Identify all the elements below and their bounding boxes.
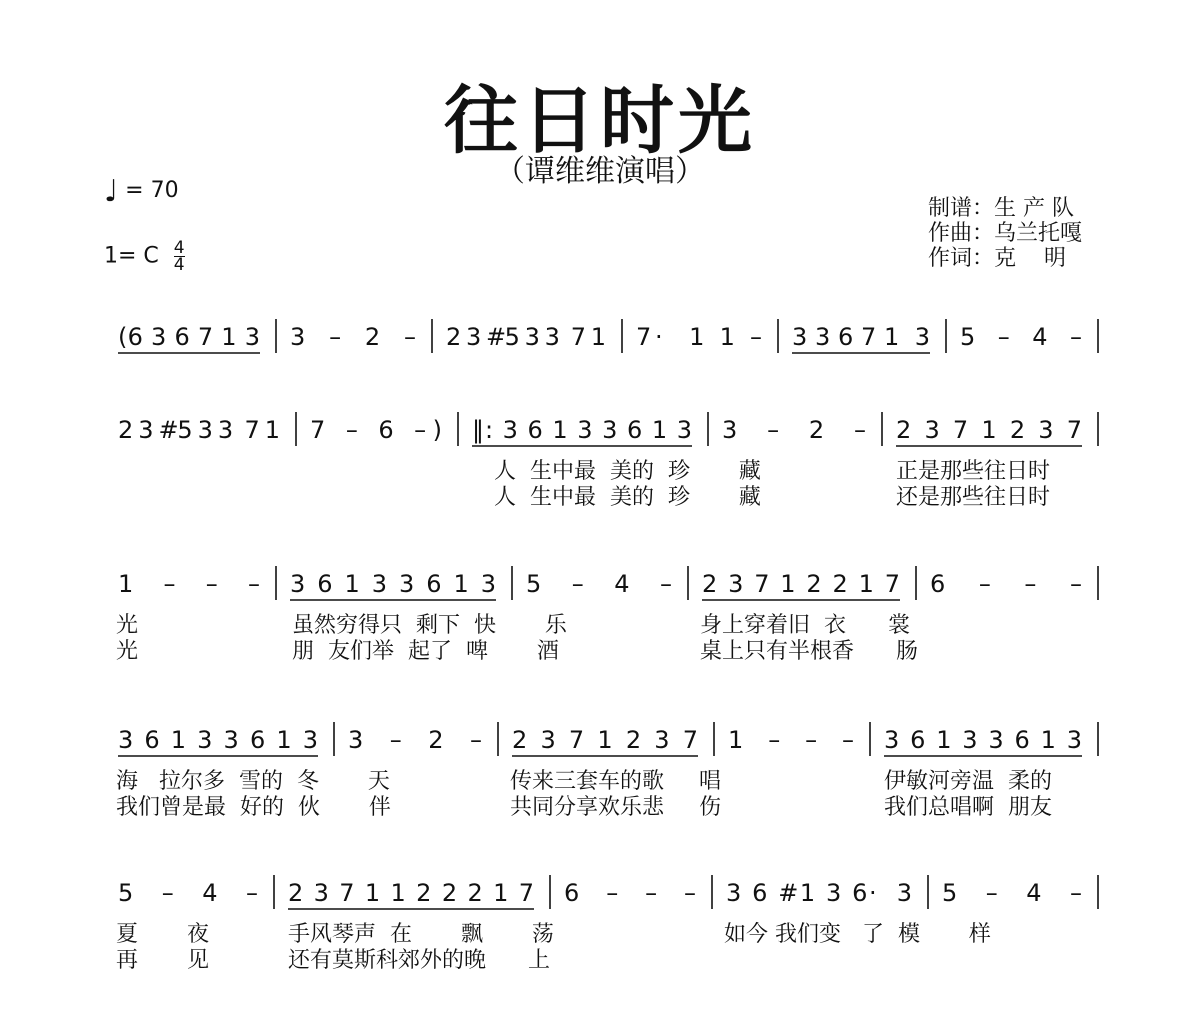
lyric-line-1: 人 生中最 美的 珍 藏 [494, 459, 761, 484]
measure-notes: (6 3 6 7 1 3 [118, 323, 260, 351]
measure-notes: 2 3 #5 3 3 7 1 [446, 323, 606, 351]
measure-notes: 1 – – – [728, 726, 854, 754]
song-subtitle: （谭维维演唱） [495, 154, 705, 189]
measure-notes: 6 – – – [564, 879, 696, 907]
lyric-line-2: 桌上只有半根香 肠 [700, 639, 918, 664]
measure-notes: 2 3 7 1 2 3 7 [896, 416, 1082, 444]
measure-notes: 3 – 2 – [722, 416, 866, 444]
lyric-line-2: 人 生中最 美的 珍 藏 [494, 485, 761, 510]
lyric-line-2: 还是那些往日时 [896, 485, 1051, 510]
lyric-line-1: 海 拉尔多 雪的 冬 天 [116, 769, 390, 794]
measure-notes: 6 – – – [930, 570, 1082, 598]
lyric-line-2: 再 见 [116, 948, 209, 973]
measure-notes: 3 6 1 3 3 6 1 3 [290, 570, 496, 598]
measure-notes: 1 – – – [118, 570, 260, 598]
measure-notes: 2 3 7 1 1 2 2 2 1 7 [288, 879, 534, 907]
lyric-line-1: 手风琴声 在 飘 荡 [288, 922, 554, 947]
lyric-line-2: 朋 友们举 起了 啤 酒 [292, 639, 559, 664]
lyric-line-1: 传来三套车的歌 唱 [510, 769, 721, 794]
measure-notes: 5 – 4 – [942, 879, 1082, 907]
lyric-line-1: 如今 我们变 了 模 样 [724, 922, 991, 947]
lyric-line-1: 伊敏河旁温 柔的 [884, 769, 1052, 794]
quarter-note-icon: ♩ [104, 174, 119, 209]
measure-notes: ‖: 3 6 1 3 3 6 1 3 [472, 416, 692, 444]
key-text: 1= C [104, 243, 159, 269]
measure-notes: 3 – 2 – [290, 323, 416, 351]
measure-notes: 2 3 #5 3 3 7 1 [118, 416, 280, 444]
measure-notes: 3 6 1 3 3 6 1 3 [884, 726, 1082, 754]
lyric-line-1: 正是那些往日时 [896, 459, 1051, 484]
time-signature-bottom: 4 [173, 255, 185, 275]
lyric-line-2: 光 [116, 639, 139, 664]
lyric-line-1: 夏 夜 [116, 922, 209, 947]
measure-notes: 3 3 6 7 1 3 [792, 323, 930, 351]
measure-notes: 3 6 1 3 3 6 1 3 [118, 726, 318, 754]
song-title: 往日时光 [444, 78, 756, 164]
credit-lyricist: 作词：克 明 [928, 246, 1066, 271]
measure-notes: 2 3 7 1 2 2 1 7 [702, 570, 900, 598]
credit-composer: 作曲：乌兰托嘎 [928, 221, 1083, 246]
measure-notes: 5 – 4 – [960, 323, 1082, 351]
credit-arranger: 制谱：生 产 队 [928, 196, 1074, 221]
measure-notes: 3 6 #1 3 6· 3 [726, 879, 912, 907]
lyric-line-1: 光 [116, 613, 139, 638]
lyric-line-2: 我们曾是最 好的 伙 伴 [116, 795, 391, 820]
measure-notes: 2 3 7 1 2 3 7 [512, 726, 698, 754]
measure-notes: 5 – 4 – [118, 879, 258, 907]
measure-notes: 7· 1 1 – [636, 323, 762, 351]
measure-notes: 7 – 6 –) [310, 416, 442, 444]
lyric-line-2: 我们总唱啊 朋友 [884, 795, 1052, 820]
tempo-value: = 70 [125, 178, 179, 203]
measure-notes: 5 – 4 – [526, 570, 672, 598]
lyric-line-2: 还有莫斯科郊外的晚 上 [288, 948, 550, 973]
lyric-line-1: 身上穿着旧 衣 裳 [700, 613, 910, 638]
time-signature-top: 4 [173, 238, 185, 258]
lyric-line-1: 虽然穷得只 剩下 快 乐 [292, 613, 567, 638]
measure-notes: 3 – 2 – [348, 726, 482, 754]
lyric-line-2: 共同分享欢乐悲 伤 [510, 795, 721, 820]
